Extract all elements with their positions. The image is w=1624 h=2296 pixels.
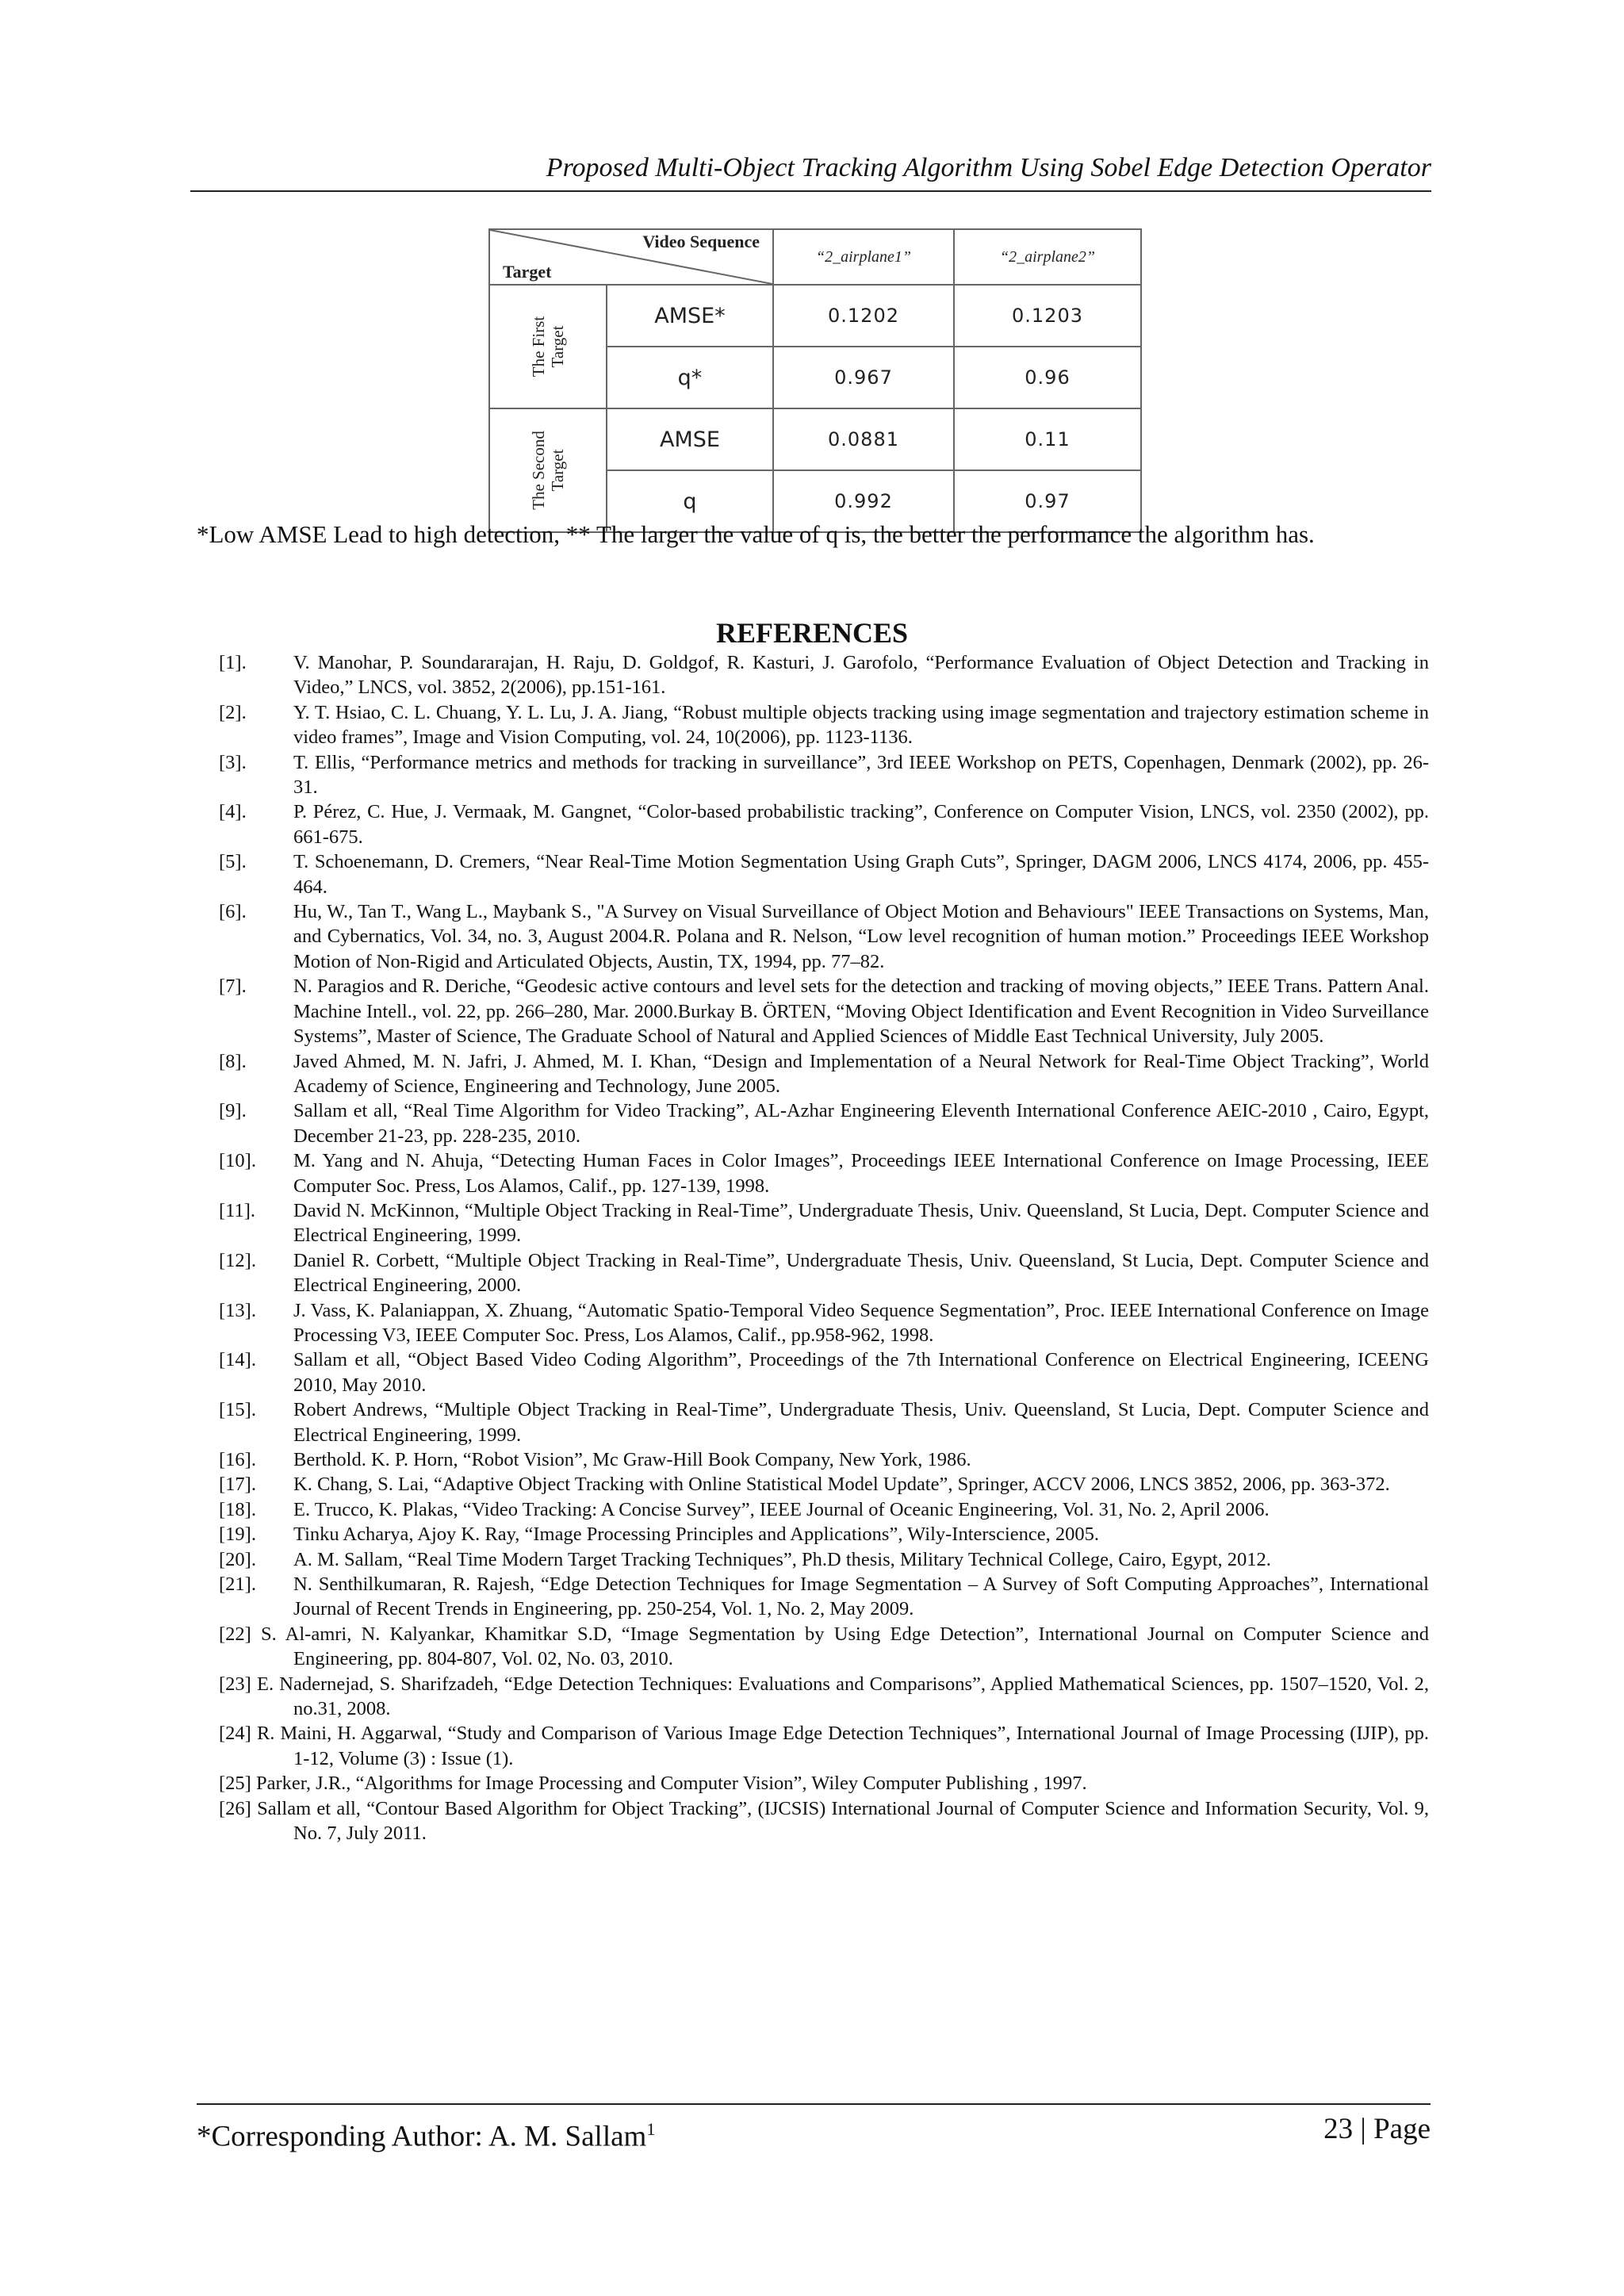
column-header: “2_airplane1” — [773, 229, 954, 285]
column-header: “2_airplane2” — [954, 229, 1141, 285]
metric-cell: q — [607, 470, 773, 532]
corresponding-author — [197, 2110, 655, 2156]
reference-item — [219, 1572, 1429, 1622]
reference-number: [18]. — [219, 1498, 256, 1520]
reference-number: [21]. — [219, 1573, 256, 1596]
author-superscript: 1 — [646, 2119, 656, 2139]
reference-item — [219, 750, 1429, 800]
reference-item — [219, 1347, 1429, 1397]
reference-text: A. M. Sallam, “Real Time Modern Target Tracking Techniques”, Ph.D thesis, Military Technical College, Cairo, Egypt, 2012. — [293, 1548, 1271, 1570]
value-cell: 0.1203 — [954, 285, 1141, 347]
reference-number: [13]. — [219, 1299, 256, 1321]
reference-text: Sallam et all, “Object Based Video Coding Algorithm”, Proceedings of the 7th International Conference on Electrical Engineering, ICEENG 2010, May 2010. — [293, 1349, 1429, 1396]
reference-text: Y. T. Hsiao, C. L. Chuang, Y. L. Lu, J. A. Jiang, “Robust multiple objects tracking using image segmentation and trajectory estimation scheme in video frames”, Image and Vision Computing, vol. 24, 10(2006), pp. 1123-1136. — [293, 701, 1429, 749]
reference-text: T. Ellis, “Performance metrics and methods for tracking in surveillance”, 3rd IEEE Workshop on PETS, Copenhagen, Denmark (2002), pp. 26-31. — [293, 751, 1429, 799]
reference-item — [219, 1198, 1429, 1248]
metric-cell: AMSE — [607, 408, 773, 470]
reference-number: [19]. — [219, 1524, 256, 1546]
metric-cell: q* — [607, 347, 773, 408]
value-cell: 0.96 — [954, 347, 1141, 408]
table-row — [489, 408, 1141, 470]
metric-cell: AMSE* — [607, 285, 773, 347]
corner-bottom-label: Target — [503, 262, 552, 282]
value-cell: 0.967 — [773, 347, 954, 408]
reference-number: [15]. — [219, 1399, 256, 1421]
reference-item — [219, 1148, 1429, 1198]
reference-item — [219, 1298, 1429, 1348]
references-heading: REFERENCES — [715, 617, 909, 649]
reference-item — [219, 1497, 1429, 1522]
table-note: *Low AMSE Lead to high detection, ** The larger the value of q is, the better the performance the algorithm has. — [197, 520, 1315, 548]
reference-number: [8]. — [219, 1050, 247, 1072]
reference-item — [219, 1622, 1429, 1672]
reference-text: P. Pérez, C. Hue, J. Vermaak, M. Gangnet, “Color-based probabilistic tracking”, Conference on Computer Vision, LNCS, vol. 2350 (2002), pp. 661-675. — [293, 801, 1429, 848]
table-header-row — [489, 229, 1141, 285]
reference-number: [5]. — [219, 851, 247, 873]
reference-number: [14]. — [219, 1349, 256, 1371]
reference-text: T. Schoenemann, D. Cremers, “Near Real-Time Motion Segmentation Using Graph Cuts”, Springer, DAGM 2006, LNCS 4174, 2006, pp. 455-464. — [293, 851, 1429, 898]
reference-text: Sallam et all, “Contour Based Algorithm for Object Tracking”, (IJCSIS) International Journal of Computer Science and Information Security, Vol. 9, No. 7, July 2011. — [257, 1797, 1429, 1845]
group-cell — [489, 285, 607, 408]
reference-text: N. Senthilkumaran, R. Rajesh, “Edge Detection Techniques for Image Segmentation – A Survey of Soft Computing Approaches”, International Journal of Recent Trends in Engineering, pp. 250-254, Vol. 1, No. 2, May 2009. — [293, 1573, 1429, 1620]
reference-item — [219, 1522, 1429, 1547]
reference-number: [16]. — [219, 1449, 256, 1470]
reference-item — [219, 1098, 1429, 1148]
reference-number: [9]. — [219, 1100, 247, 1122]
reference-number: [6]. — [219, 901, 247, 923]
reference-number: [4]. — [219, 801, 247, 823]
reference-number: [2]. — [219, 701, 247, 723]
reference-item — [219, 899, 1429, 974]
reference-text: R. Maini, H. Aggarwal, “Study and Comparison of Various Image Edge Detection Techniques”, International Journal of Image Processing (IJIP), pp. 1-12, Volume (3) : Issue (1). — [256, 1723, 1429, 1769]
reference-number: [20]. — [219, 1548, 256, 1570]
reference-number: [12]. — [219, 1249, 256, 1271]
reference-item — [219, 1721, 1429, 1771]
reference-number: [17]. — [219, 1474, 256, 1496]
table-corner-cell — [489, 229, 773, 285]
reference-number: [22] — [219, 1623, 262, 1645]
group-label: The Second Target — [529, 431, 567, 510]
value-cell: 0.992 — [773, 470, 954, 532]
reference-number: [25] — [219, 1773, 256, 1795]
reference-text: Parker, J.R., “Algorithms for Image Processing and Computer Vision”, Wiley Computer Publishing , 1997. — [255, 1773, 1087, 1795]
reference-text: K. Chang, S. Lai, “Adaptive Object Tracking with Online Statistical Model Update”, Springer, ACCV 2006, LNCS 3852, 2006, pp. 363-372. — [293, 1474, 1390, 1496]
reference-number: [10]. — [219, 1150, 256, 1172]
reference-number: [3]. — [219, 751, 247, 773]
reference-text: Tinku Acharya, Ajoy K. Ray, “Image Processing Principles and Applications”, Wily-Interscience, 2005. — [293, 1524, 1100, 1546]
group-cell — [489, 408, 607, 532]
references-list — [219, 650, 1429, 1846]
reference-item — [219, 974, 1429, 1048]
value-cell: 0.97 — [954, 470, 1141, 532]
reference-item — [219, 1672, 1429, 1722]
value-cell: 0.1202 — [773, 285, 954, 347]
reference-number: [1]. — [219, 652, 247, 673]
reference-number: [7]. — [219, 976, 247, 998]
value-cell: 0.0881 — [773, 408, 954, 470]
reference-text: Javed Ahmed, M. N. Jafri, J. Ahmed, M. I. Khan, “Design and Implementation of a Neural Network for Real-Time Object Tracking”, World Academy of Science, Engineering and Technology, June 2005. — [293, 1050, 1429, 1097]
reference-item — [219, 1472, 1429, 1497]
reference-item — [219, 1796, 1429, 1846]
reference-item — [219, 1547, 1429, 1572]
reference-text: V. Manohar, P. Soundararajan, H. Raju, D. Goldgof, R. Kasturi, J. Garofolo, “Performance Evaluation of Object Detection and Tracking in Video,” LNCS, vol. 3852, 2(2006), pp.151-161. — [293, 652, 1429, 699]
reference-number: [23] — [219, 1673, 257, 1695]
reference-text: N. Paragios and R. Deriche, “Geodesic active contours and level sets for the detection and tracking of moving objects,” IEEE Trans. Pattern Anal. Machine Intell., vol. 22, pp. 266–280, Mar. 2000.Burkay B. ÖRTEN, “Moving Object Identification and Event Recognition in Video Surveillance Systems”, Master of Science, The Graduate School of Natural and Applied Sciences of Middle East Technical University, July 2005. — [293, 976, 1429, 1048]
group-label: The First Target — [529, 316, 567, 378]
reference-text: Hu, W., Tan T., Wang L., Maybank S., "A Survey on Visual Surveillance of Object Motion and Behaviours" IEEE Transactions on Systems, Man, and Cybernatics, Vol. 34, no. 3, August 2004.R. Polana and R. Nelson, “Low level recognition of human motion.” Proceedings IEEE Workshop Motion of Non-Rigid and Articulated Objects, Austin, TX, 1994, pp. 77–82. — [293, 901, 1429, 972]
reference-item — [219, 849, 1429, 899]
reference-number: [11]. — [219, 1199, 256, 1221]
reference-number: [24] — [219, 1723, 257, 1745]
reference-text: Berthold. K. P. Horn, “Robot Vision”, Mc Graw-Hill Book Company, New York, 1986. — [293, 1449, 971, 1470]
corner-top-label: Video Sequence — [642, 232, 760, 251]
reference-text: S. Al-amri, N. Kalyankar, Khamitkar S.D, “Image Segmentation by Using Edge Detection”, International Journal on Computer Science and Engineering, pp. 804-807, Vol. 02, No. 03, 2010. — [261, 1623, 1429, 1670]
reference-text: J. Vass, K. Palaniappan, X. Zhuang, “Automatic Spatio-Temporal Video Sequence Segmentation”, Proc. IEEE International Conference on Image Processing V3, IEEE Computer Soc. Press, Los Alamos, Calif., pp.958-962, 1998. — [293, 1299, 1429, 1346]
header-title: Proposed Multi-Object Tracking Algorithm Using Sobel Edge Detection Operator — [546, 153, 1431, 182]
results-table-container — [488, 228, 1142, 533]
reference-item — [219, 1771, 1429, 1796]
page-number: 23 | Page — [1323, 2113, 1431, 2145]
reference-item — [219, 700, 1429, 750]
reference-text: Robert Andrews, “Multiple Object Tracking in Real-Time”, Undergraduate Thesis, Univ. Queensland, St Lucia, Dept. Computer Science and Electrical Engineering, 1999. — [293, 1399, 1429, 1446]
reference-item — [219, 1248, 1429, 1298]
reference-item — [219, 1049, 1429, 1099]
reference-text: Sallam et all, “Real Time Algorithm for Video Tracking”, AL-Azhar Engineering Eleventh International Conference AEIC-2010 , Cairo, Egypt, December 21-23, pp. 228-235, 2010. — [293, 1100, 1429, 1147]
value-cell: 0.11 — [954, 408, 1141, 470]
running-header — [190, 151, 1431, 192]
reference-item — [219, 1447, 1429, 1472]
reference-number: [26] — [219, 1797, 258, 1819]
author-text: *Corresponding Author: A. M. Sallam — [197, 2120, 647, 2153]
page-footer — [197, 2103, 1431, 2156]
reference-text: E. Trucco, K. Plakas, “Video Tracking: A Concise Survey”, IEEE Journal of Oceanic Engineering, Vol. 31, No. 2, April 2006. — [293, 1498, 1270, 1520]
table-row — [489, 285, 1141, 347]
results-table — [488, 228, 1142, 533]
reference-text: David N. McKinnon, “Multiple Object Tracking in Real-Time”, Undergraduate Thesis, Univ. Queensland, St Lucia, Dept. Computer Science and Electrical Engineering, 1999. — [293, 1199, 1429, 1247]
reference-text: Daniel R. Corbett, “Multiple Object Tracking in Real-Time”, Undergraduate Thesis, Univ. Queensland, St Lucia, Dept. Computer Science and Electrical Engineering, 2000. — [293, 1249, 1429, 1297]
reference-text: M. Yang and N. Ahuja, “Detecting Human Faces in Color Images”, Proceedings IEEE International Conference on Image Processing, IEEE Computer Soc. Press, Los Alamos, Calif., pp. 127-139, 1998. — [293, 1150, 1429, 1197]
reference-item — [219, 1397, 1429, 1447]
reference-item — [219, 650, 1429, 700]
reference-text: E. Nadernejad, S. Sharifzadeh, “Edge Detection Techniques: Evaluations and Comparisons”, Applied Mathematical Sciences, pp. 1507–1520, Vol. 2, no.31, 2008. — [257, 1673, 1429, 1720]
reference-item — [219, 799, 1429, 849]
